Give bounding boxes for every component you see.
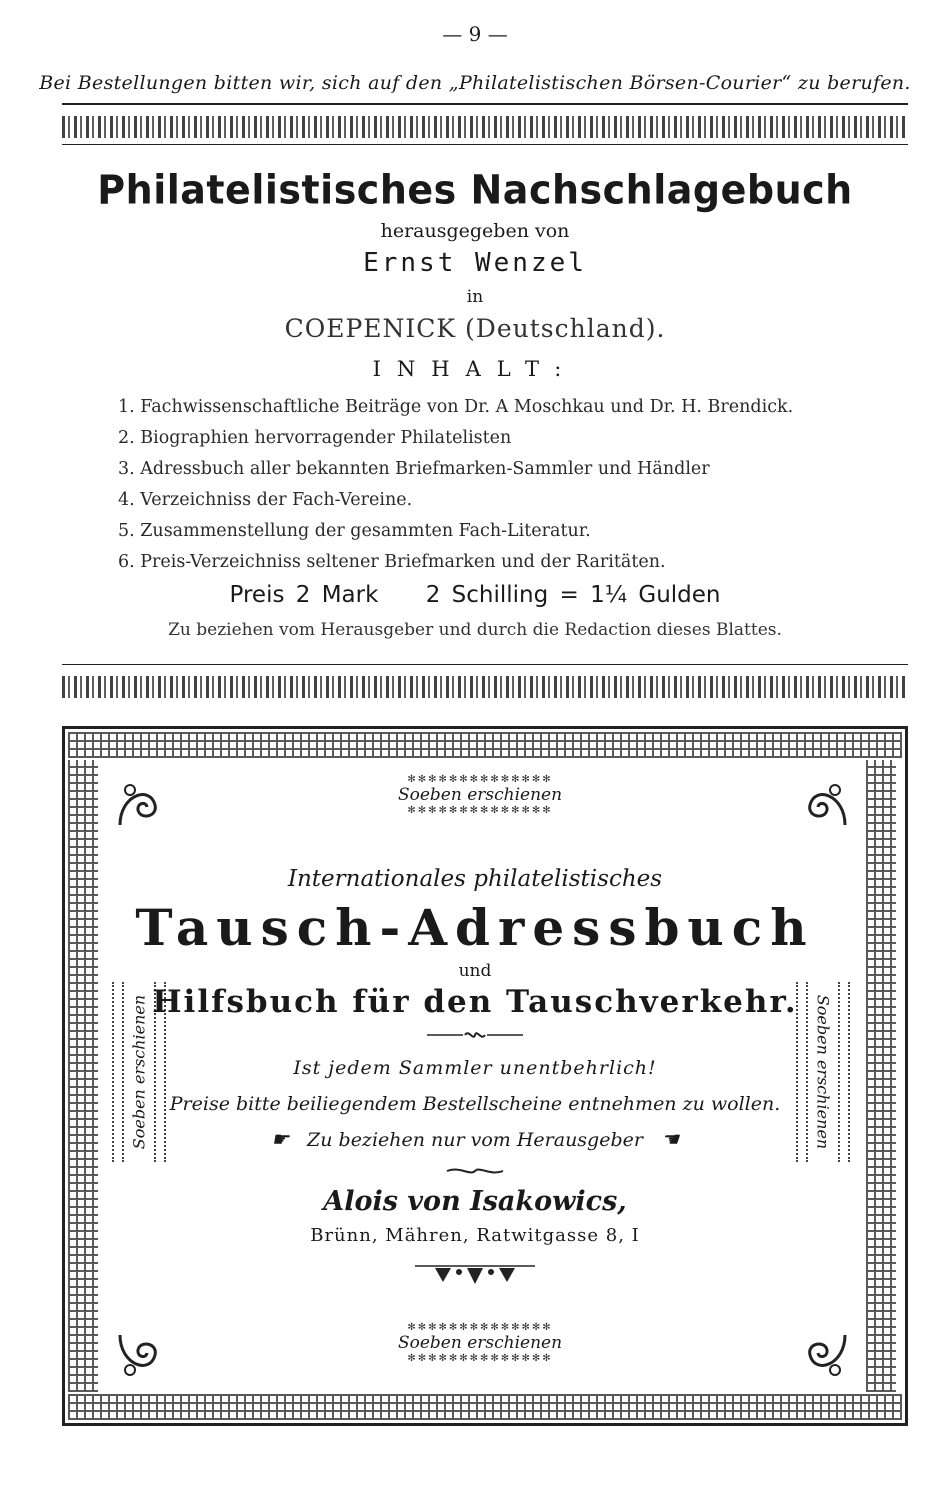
swirl-corner-icon — [110, 1325, 170, 1385]
dots-ornament: ✻✻✻✻✻✻✻✻✻✻✻✻✻✻ — [407, 1353, 553, 1364]
ad-title: Tausch-Adressbuch — [135, 898, 815, 957]
in-word: in — [466, 287, 484, 307]
greek-border-bottom — [68, 1394, 902, 1420]
ad-and: und — [458, 961, 492, 981]
ad-subtitle: Internationales philatelistisches — [287, 866, 663, 892]
list-item: 4. Verzeichniss der Fach-Vereine. — [118, 490, 413, 510]
greek-border-top — [68, 732, 902, 758]
book-title: Philatelistisches Nachschlagebuch — [97, 166, 853, 214]
page-number: — 9 — — [442, 22, 508, 46]
editor-line: herausgegeben von — [380, 220, 570, 242]
ad-publisher: Alois von Isakowics, — [323, 1186, 627, 1217]
price-mark: Preis 2 Mark — [229, 582, 379, 608]
header-rule — [62, 103, 908, 105]
pointing-hand-left-icon: ☚ — [661, 1127, 679, 1151]
badge-text: Soeben erschienen — [397, 1333, 563, 1353]
badge-top — [380, 774, 580, 816]
list-item: 2. Biographien hervorragender Philatelisten — [118, 428, 512, 448]
list-item: 1. Fachwissenschaftliche Beiträge von Dr. A Moschkau und Dr. H. Brendick. — [118, 397, 794, 417]
pointing-hand-right-icon: ☛ — [271, 1127, 289, 1151]
dots-ornament: ✻✻✻✻✻✻✻✻✻✻✻✻✻✻ — [407, 805, 553, 816]
badge-text: Soeben erschienen — [397, 785, 563, 805]
price-schilling: 2 Schilling = 1¼ Gulden — [425, 582, 721, 608]
orders-note: Bei Bestellungen bitten wir, sich auf den „Philatelistischen Börsen-Courier“ zu berufen. — [39, 72, 911, 94]
ornament-band-top — [62, 116, 908, 138]
list-item: 3. Adressbuch aller bekannten Briefmarken-Sammler und Händler — [118, 459, 710, 479]
ad-prices-note: Preise bitte beiliegendem Bestellscheine entnehmen zu wollen. — [169, 1093, 781, 1115]
list-item: 5. Zusammenstellung der gesammten Fach-Literatur. — [118, 521, 591, 541]
price-line — [0, 582, 950, 608]
ad-title-2: Hilfsbuch für den Tauschverkehr. — [152, 984, 798, 1020]
ad-address: Brünn, Mähren, Ratwitgasse 8, I — [310, 1225, 640, 1246]
badge-text: Soeben erschienen — [129, 994, 149, 1150]
ornament-rule-top — [62, 144, 908, 145]
contents-heading: INHALT: — [372, 357, 578, 381]
availability-note: Zu beziehen vom Herausgeber und durch die Redaction dieses Blattes. — [168, 620, 782, 640]
flourish-divider — [425, 1028, 525, 1042]
ad-obtain-note: Zu beziehen nur vom Herausgeber — [307, 1129, 643, 1151]
ornament-band-mid — [62, 676, 908, 698]
dots-ornament: ✻✻✻✻✻✻✻✻✻✻✻✻✻✻ — [407, 774, 553, 785]
author-name: Ernst Wenzel — [363, 248, 587, 278]
ornament-rule-mid — [62, 664, 908, 665]
flourish-divider — [445, 1166, 505, 1176]
ad-essential: Ist jedem Sammler unentbehrlich! — [293, 1057, 657, 1079]
swirl-corner-icon — [795, 1325, 855, 1385]
contents-list — [118, 392, 878, 578]
ad-obtain-line — [0, 1127, 950, 1151]
list-item: 6. Preis-Verzeichniss seltener Briefmarken und der Raritäten. — [118, 552, 666, 572]
swirl-corner-icon — [110, 775, 170, 835]
badge-bottom — [380, 1322, 580, 1364]
city: COEPENICK (Deutschland). — [284, 314, 666, 343]
leaf-ornament-icon — [415, 1262, 535, 1286]
swirl-corner-icon — [795, 775, 855, 835]
badge-text: Soeben erschienen — [813, 994, 833, 1150]
dots-ornament: ✻✻✻✻✻✻✻✻✻✻✻✻✻✻ — [407, 1322, 553, 1333]
